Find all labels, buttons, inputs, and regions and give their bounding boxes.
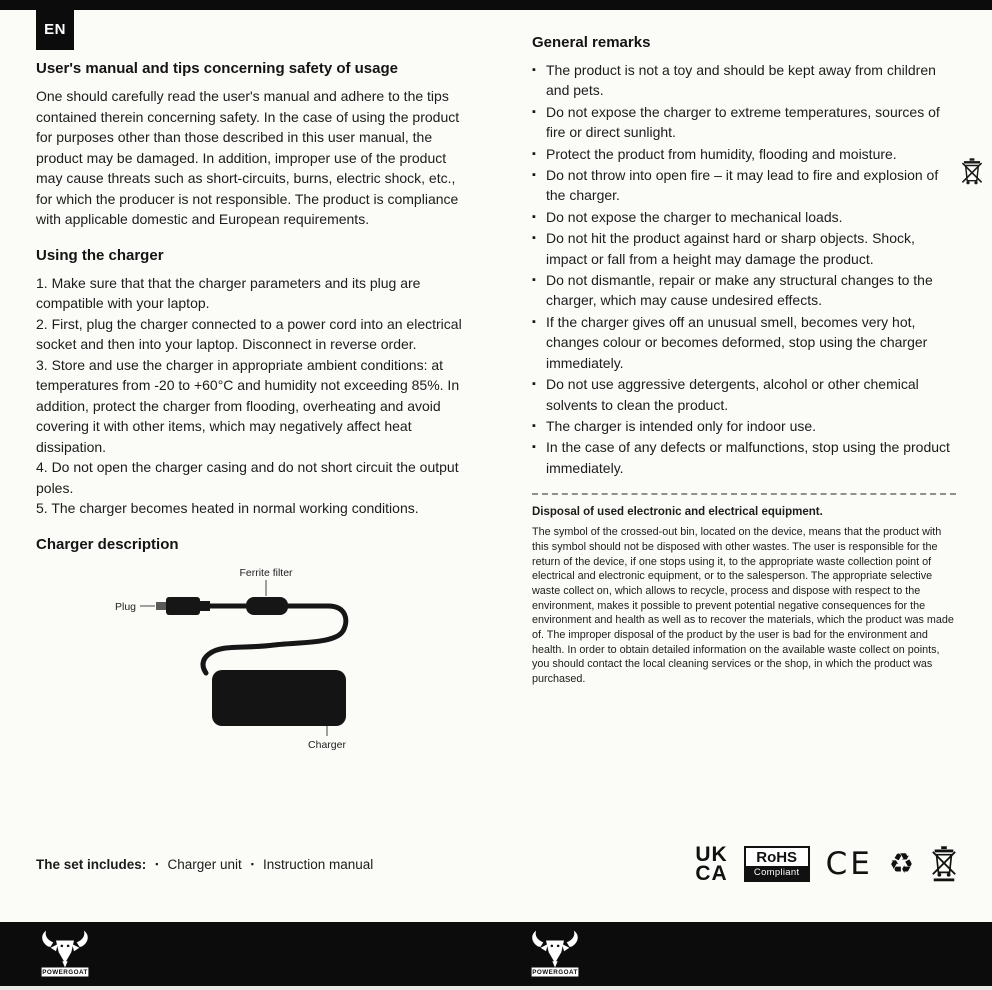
powergoat-logo	[38, 927, 92, 981]
using-step: 3. Store and use the charger in appropriate ambient conditions: at temperatures from -20 to +60°C and humidity not exceeding 85%. In addition, protect the charger from flooding, overheating and avoid covering it with other items, which may negatively affect heat dissipation.	[36, 356, 460, 455]
disposal-paragraph: The symbol of the crossed-out bin, located on the device, means that the product with this symbol should not be disposed with other wastes. The user is responsible for the return of the device, if one stops using it, to the appropriate waste collection point of electrical and electronic equipment, or to the salesperson. The appropriate selective waste collect on, which allows to recycle, process and dispose with respect to the environment, makes it possible to prevent potential negative consequences for the environment and health as well as to recover the materials, which the product was made of. The improper disposal of the product by the user is bad for the environment and health. In order to obtain detailed information on the available waste collect on points, you should contact the local cleaning services or the shop, in which the product was purchased.	[532, 526, 954, 686]
safety-paragraph: One should carefully read the user's manual and adhere to the tips contained therein concerning safety. In the case of using the product for purposes other than those described in this user manual, the product may be damaged. In addition, improper use of the product may cause threats such as short-circuits, burns, electric shock, etc., for which the producer is not responsible. The product is compliance with applicable domestic and European requirements.	[36, 88, 460, 227]
left-column	[36, 60, 468, 754]
using-step: 1. Make sure that that the charger parameters and its plug are compatible with your laptop.	[36, 274, 421, 311]
charger-diagram	[36, 562, 468, 754]
recycle-icon: ♻	[888, 847, 914, 880]
plug-icon	[156, 597, 210, 615]
ukca-mark-top: UK	[695, 843, 728, 866]
svg-text:Charger: Charger	[308, 738, 346, 751]
svg-text:POWERGOAT: POWERGOAT	[532, 969, 578, 977]
charger-body-icon	[212, 670, 346, 726]
description-section-heading: Charger description	[36, 535, 179, 553]
remark-item: ▪ Do not expose the charger to mechanical loads.	[532, 207, 956, 227]
scan-edge	[0, 986, 992, 990]
remark-item: ▪ Do not throw into open fire – it may lead to fire and explosion of the charger.	[532, 165, 956, 206]
cable-line	[203, 606, 346, 673]
using-step: 2. First, plug the charger connected to a power cord into an electrical socket and then into your laptop. Disconnect in reverse order.	[36, 315, 462, 352]
weee-bin-icon	[930, 846, 958, 882]
weee-bin-margin-icon	[960, 158, 984, 189]
remark-item: ▪ Do not dismantle, repair or make any structural changes to the charger, which may cause undesired effects.	[532, 270, 956, 311]
svg-text:Plug: Plug	[114, 600, 136, 613]
square-bullet-icon: ▪	[250, 859, 254, 869]
remark-item: ▪ If the charger gives off an unusual smell, becomes very hot, changes colour or becomes deformed, stop using the charger immediately.	[532, 312, 956, 373]
rohs-badge-subtitle: Compliant	[746, 866, 808, 880]
ferrite-filter-icon	[246, 597, 288, 615]
remark-item: ▪ The product is not a toy and should be kept away from children and pets.	[532, 60, 956, 101]
ferrite-filter-label	[239, 567, 293, 596]
set-includes-item: Instruction manual	[262, 857, 374, 872]
set-includes-item: Charger unit	[167, 857, 242, 872]
svg-text:Ferrite filter: Ferrite filter	[239, 566, 293, 579]
dashed-divider	[532, 493, 956, 495]
remark-item: ▪ Protect the product from humidity, flooding and moisture.	[532, 144, 956, 164]
set-includes-label: The set includes:	[36, 857, 147, 872]
rohs-badge	[744, 846, 810, 882]
svg-text:POWERGOAT: POWERGOAT	[42, 969, 88, 977]
certification-marks-row	[695, 845, 958, 883]
general-remarks-heading: General remarks	[532, 34, 651, 51]
charger-label	[308, 726, 346, 751]
remark-item: ▪ In the case of any defects or malfunctions, stop using the product immediately.	[532, 437, 956, 478]
remark-item: ▪ Do not use aggressive detergents, alcohol or other chemical solvents to clean the product.	[532, 374, 956, 415]
using-step: 4. Do not open the charger casing and do not short circuit the output poles.	[36, 459, 459, 496]
plug-label	[115, 601, 155, 613]
general-remarks-list	[532, 60, 956, 478]
ukca-mark	[695, 845, 727, 883]
remark-item: ▪ Do not hit the product against hard or sharp objects. Shock, impact or fall from a height may damage the product.	[532, 228, 956, 269]
rohs-badge-title: RoHS	[756, 849, 798, 866]
disposal-heading: Disposal of used electronic and electrical equipment.	[532, 506, 823, 519]
top-black-bar	[0, 0, 992, 10]
square-bullet-icon: ▪	[155, 859, 159, 869]
language-badge-label: EN	[44, 20, 66, 38]
language-badge	[36, 8, 74, 50]
right-column	[532, 34, 956, 687]
using-section-heading: Using the charger	[36, 246, 164, 264]
set-includes-line	[36, 857, 373, 872]
powergoat-logo	[528, 927, 582, 981]
remark-item: ▪ The charger is intended only for indoor use.	[532, 416, 956, 436]
safety-section-heading: User's manual and tips concerning safety of usage	[36, 60, 398, 77]
remark-item: ▪ Do not expose the charger to extreme temperatures, sources of fire or direct sunlight.	[532, 102, 956, 143]
ce-mark: CE	[825, 846, 873, 882]
using-step: 5. The charger becomes heated in normal working conditions.	[36, 500, 419, 516]
ukca-mark-bottom: CA	[695, 862, 728, 885]
footer-bar	[0, 922, 992, 986]
